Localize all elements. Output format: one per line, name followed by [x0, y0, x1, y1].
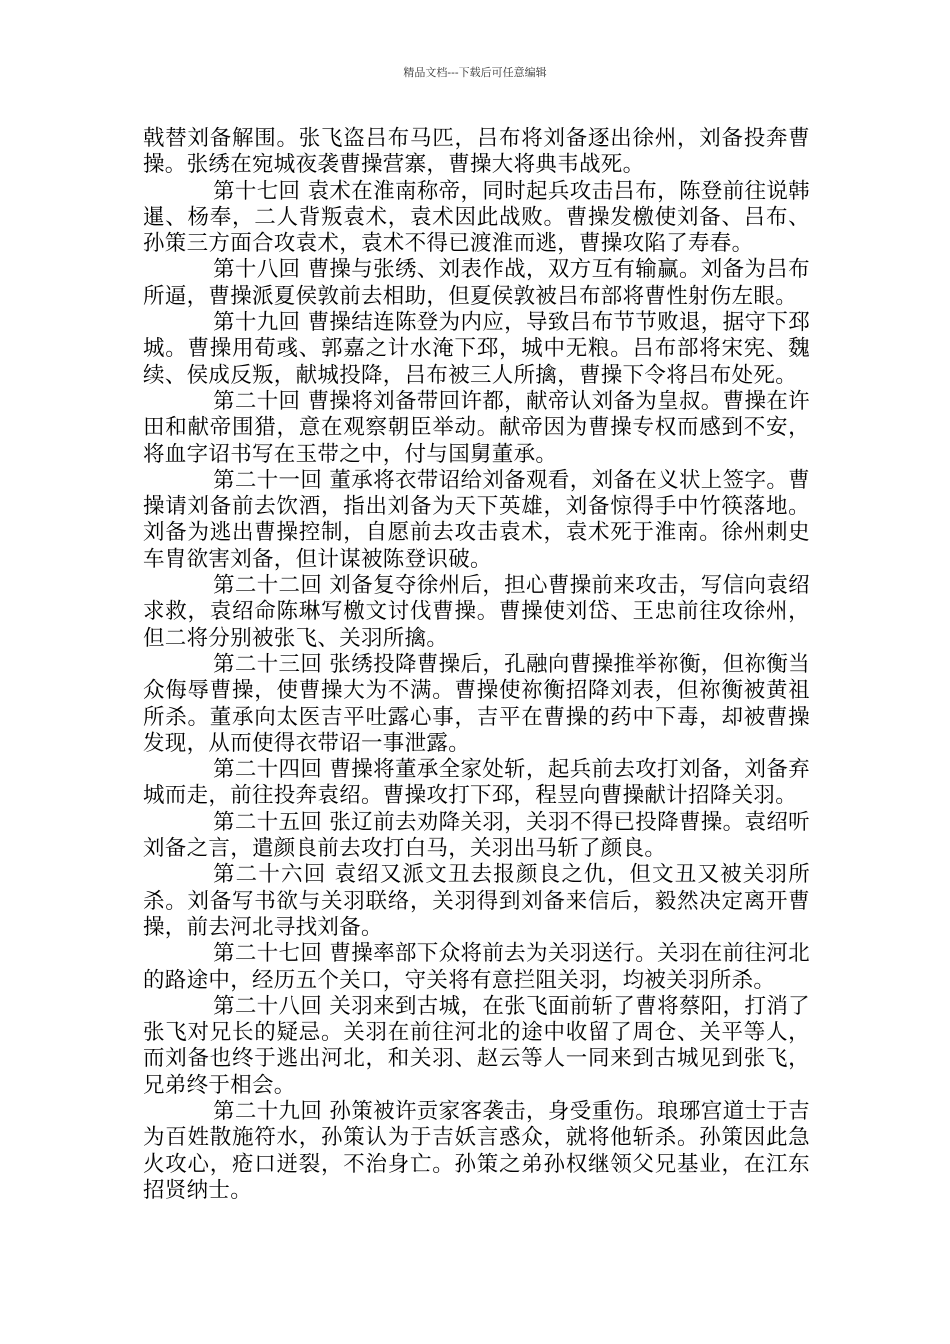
paragraph-chapter-26: 第二十六回 袁绍又派文丑去报颜良之仇，但文丑又被关羽所杀。刘备写书欲与关羽联络，关羽得到刘备来信后，毅然决定离开曹操，前去河北寻找刘备。 — [143, 862, 810, 940]
paragraph-chapter-21: 第二十一回 董承将衣带诏给刘备观看，刘备在义状上签字。曹操请刘备前去饮酒，指出刘备为天下英雄，刘备惊得手中竹筷落地。刘备为逃出曹操控制，自愿前去攻击袁术，袁术死于淮南。徐州刺史车胄欲害刘备，但计谋被陈登识破。 — [143, 467, 810, 572]
paragraph-chapter-23: 第二十三回 张绣投降曹操后，孔融向曹操推举祢衡，但祢衡当众侮辱曹操，使曹操大为不满。曹操使祢衡招降刘表，但祢衡被黄祖所杀。董承向太医吉平吐露心事，吉平在曹操的药中下毒，却被曹操发现，从而使得衣带诏一事泄露。 — [143, 651, 810, 756]
paragraph-chapter-29: 第二十九回 孙策被许贡家客袭击，身受重伤。琅琊宫道士于吉为百姓散施符水，孙策认为于吉妖言惑众，就将他斩杀。孙策因此急火攻心，疮口迸裂，不治身亡。孙策之弟孙权继领父兄基业，在江东招贤纳士。 — [143, 1098, 810, 1203]
paragraph-chapter-28: 第二十八回 关羽来到古城，在张飞面前斩了曹将蔡阳，打消了张飞对兄长的疑忌。关羽在前往河北的途中收留了周仓、关平等人，而刘备也终于逃出河北，和关羽、赵云等人一同来到古城见到张飞，兄弟终于相会。 — [143, 993, 810, 1098]
document-body — [143, 126, 810, 1204]
paragraph-chapter-27: 第二十七回 曹操率部下众将前去为关羽送行。关羽在前往河北的路途中，经历五个关口，守关将有意拦阻关羽，均被关羽所杀。 — [143, 941, 810, 993]
paragraph-continuation: 戟替刘备解围。张飞盗吕布马匹，吕布将刘备逐出徐州，刘备投奔曹操。张绣在宛城夜袭曹操营寨，曹操大将典韦战死。 — [143, 126, 810, 178]
page-header: 精品文档---下载后可任意编辑 — [403, 66, 547, 79]
paragraph-chapter-25: 第二十五回 张辽前去劝降关羽，关羽不得已投降曹操。袁绍听刘备之言，遣颜良前去攻打白马，关羽出马斩了颜良。 — [143, 809, 810, 862]
paragraph-chapter-18: 第十八回 曹操与张绣、刘表作战，双方互有输赢。刘备为吕布所逼，曹操派夏侯敦前去相助，但夏侯敦被吕布部将曹性射伤左眼。 — [143, 257, 810, 309]
paragraph-chapter-20: 第二十回 曹操将刘备带回许都，献帝认刘备为皇叔。曹操在许田和献帝围猎，意在观察朝臣举动。献帝因为曹操专权而感到不安，将血字诏书写在玉带之中，付与国舅董承。 — [143, 388, 810, 467]
paragraph-chapter-22: 第二十二回 刘备复夺徐州后，担心曹操前来攻击，写信向袁绍求救，袁绍命陈琳写檄文讨伐曹操。曹操使刘岱、王忠前往攻徐州，但二将分别被张飞、关羽所擒。 — [143, 573, 810, 651]
paragraph-chapter-19: 第十九回 曹操结连陈登为内应，导致吕布节节败退，据守下邳城。曹操用荀彧、郭嘉之计水淹下邳，城中无粮。吕布部将宋宪、魏续、侯成反叛，献城投降，吕布被三人所擒，曹操下令将吕布处死。 — [143, 310, 810, 388]
paragraph-chapter-24: 第二十四回 曹操将董承全家处斩，起兵前去攻打刘备，刘备弃城而走，前往投奔袁绍。曹操攻打下邳，程昱向曹操献计招降关羽。 — [143, 757, 810, 809]
paragraph-chapter-17: 第十七回 袁术在淮南称帝，同时起兵攻击吕布，陈登前往说韩暹、杨奉，二人背叛袁术，袁术因此战败。曹操发檄使刘备、吕布、孙策三方面合攻袁术，袁术不得已渡淮而逃，曹操攻陷了寿春。 — [143, 178, 810, 257]
